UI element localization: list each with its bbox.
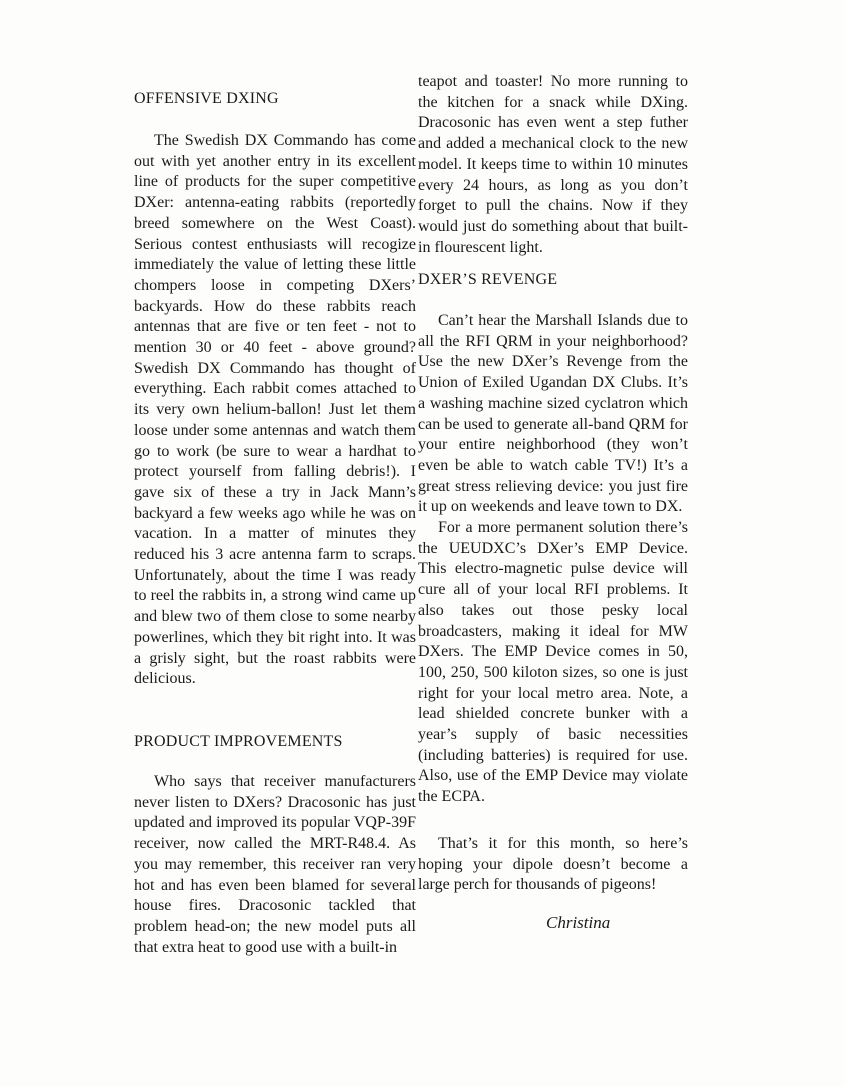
paragraph-product-improvements: Who says that receiver manufacturers never listen to DXers? Dracosonic has just updated and improved its popular VQP-39F receiver, now called the MRT-R48.4. As you may remember, this receiver ran very hot and has even been blamed for several house fires. Dracosonic tackled that problem head-on; the new model puts all that extra heat to good use with a built-in xyxy=(134,773,416,956)
section-heading-dxers-revenge: DXER’S REVENGE xyxy=(418,271,558,288)
paragraph-offensive-dxing: The Swedish DX Commando has come out with yet another entry in its excellent line of products for the super competitive DXer: antenna-eating rabbits (reportedly breed somewhere on the West Coast). Serious contest enthusiasts will recogize immediately the value of letting these little chompers loose in competing DXers’ backyards. How do these rabbits reach antennas that are five or ten feet - not to mention 30 or 40 feet - above ground? Swedish DX Commando has thought of everything. Each rabbit comes attached to its very own helium-ballon! Just let them loose under some antennas and watch them go to work (be sure to wear a hardhat to protect yourself from falling debris!). I gave six of these a try in Jack Mann’s backyard a few weeks ago while he was on vacation. In a matter of minutes they reduced his 3 acre antenna farm to scraps. Unfortunately, about the time I was ready to reel the rabbits in, a strong wind came up and blew two of them close to some nearby powerlines, which they bit right into. It was a grisly sight, but the roast rabbits were delicious. xyxy=(134,132,416,688)
signature: Christina xyxy=(546,913,611,932)
section-heading-offensive-dxing: OFFENSIVE DXING xyxy=(134,90,279,107)
paragraph-closing: That’s it for this month, so here’s hoping your dipole doesn’t become a large perch for thousands of pigeons! xyxy=(418,835,688,894)
section-heading-product-improvements: PRODUCT IMPROVEMENTS xyxy=(134,733,343,750)
paragraph-dxers-revenge: Can’t hear the Marshall Islands due to all the RFI QRM in your neighborhood? Use the new DXer’s Revenge from the Union of Exiled Ugandan DX Clubs. It’s a washing machine sized cyclatron which can be used to generate all-band QRM for your entire neighborhood (they won’t even be able to watch cable TV!) It’s a great stress relieving device: you just fire it up on weekends and leave town to DX. xyxy=(418,312,688,516)
paragraph-emp-device: For a more permanent solution there’s the UEUDXC’s DXer’s EMP Device. This electro-magnetic pulse device will cure all of your local RFI problems. It also takes out those pesky local broadcasters, making it ideal for MW DXers. The EMP Device comes in 50, 100, 250, 500 kiloton sizes, so one is just right for your local metro area. Note, a lead shielded concrete bunker with a year’s supply of basic necessities (including batteries) is required for use. Also, use of the EMP Device may violate the ECPA. xyxy=(418,519,688,806)
paragraph-continuation: teapot and toaster! No more running to the kitchen for a snack while DXing. Dracosonic has even went a step futher and added a mechanical clock to the new model. It keeps time to within 10 minutes every 24 hours, as long as you don’t forget to pull the chains. Now if they would just do something about that built-in flourescent light. xyxy=(418,73,688,256)
